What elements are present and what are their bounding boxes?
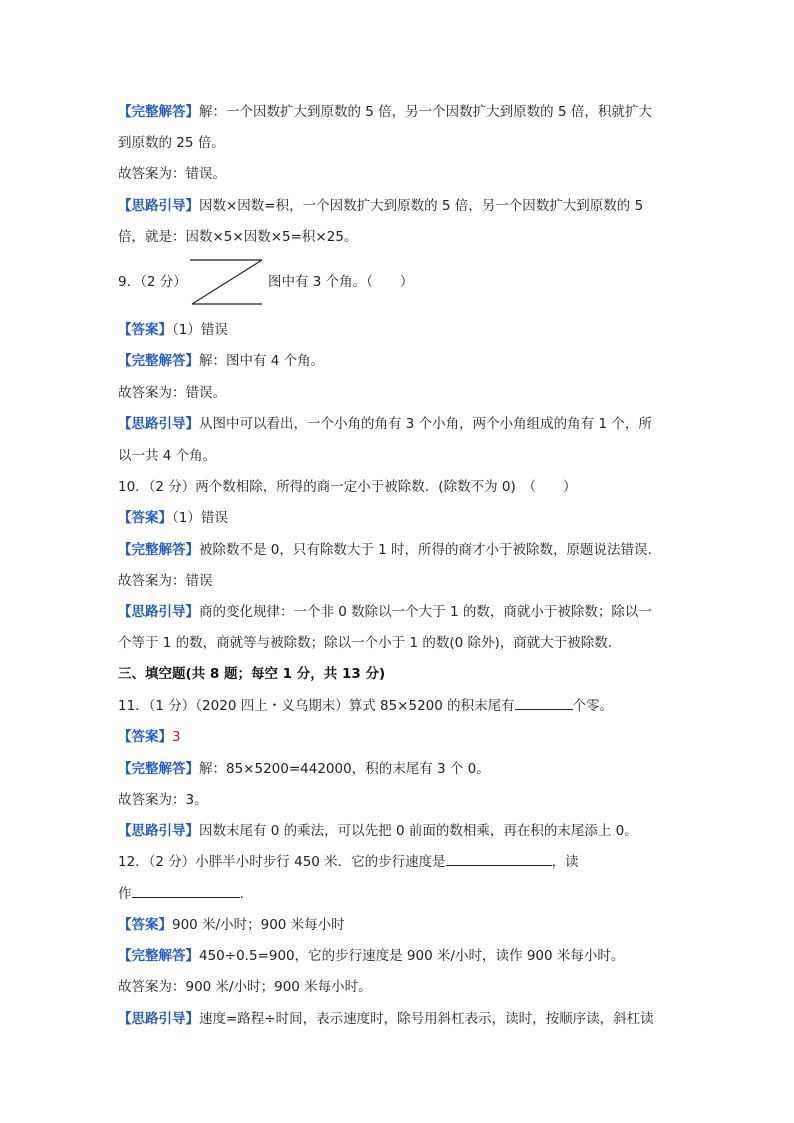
q10-hint-text-1: 商的变化规律：一个非 0 数除以一个大于 1 的数，商就小于被除数；除以一 bbox=[199, 604, 652, 620]
q12-line2-before: 作 bbox=[118, 886, 132, 902]
q9-hint-text-1: 从图中可以看出，一个小角的角有 3 个小角，两个小角组成的角有 1 个，所 bbox=[199, 416, 652, 432]
q9-question: 图中有 3 个角。（ ） bbox=[268, 274, 414, 290]
q10-full-answer-line bbox=[118, 541, 652, 559]
q11-conclusion: 故答案为：3。 bbox=[118, 792, 208, 808]
q9-full-answer-line bbox=[118, 352, 324, 370]
hint-tag: 【思路引导】 bbox=[118, 1011, 199, 1027]
q11-question-before: 11．（1 分）（2020 四上・义乌期末）算式 85×5200 的积末尾有 bbox=[118, 698, 515, 714]
full-answer-tag: 【完整解答】 bbox=[118, 542, 199, 558]
q12-answer: 900 米/小时；900 米每小时 bbox=[172, 917, 345, 933]
q10-full-answer-text: 被除数不是 0，只有除数大于 1 时，所得的商才小于被除数，原题说法错误. bbox=[199, 542, 652, 558]
q12-line2-after: . bbox=[239, 886, 244, 902]
q9-answer-line bbox=[118, 321, 228, 339]
q12-question-before: 12．（2 分）小胖半小时步行 450 米．它的步行速度是 bbox=[118, 854, 446, 870]
q12-question-after: ，读 bbox=[551, 854, 579, 870]
q12-blank-2[interactable] bbox=[132, 885, 240, 898]
q12-question-line-1 bbox=[118, 853, 579, 871]
q8-hint-text-2: 倍，就是：因数×5×因数×5=积×25。 bbox=[118, 229, 358, 245]
q12-blank-1[interactable] bbox=[446, 853, 552, 866]
q11-hint-text: 因数末尾有 0 的乘法，可以先把 0 前面的数相乘，再在积的末尾添上 0。 bbox=[199, 823, 638, 839]
q10-hint-line-1 bbox=[118, 603, 652, 621]
hint-tag: 【思路引导】 bbox=[118, 416, 199, 432]
answer-tag: 【答案】 bbox=[118, 917, 172, 933]
q9-answer: （1）错误 bbox=[172, 322, 228, 338]
q9-hint-text-2: 以一共 4 个角。 bbox=[118, 448, 217, 464]
q8-full-answer-text-1: 解：一个因数扩大到原数的 5 倍，另一个因数扩大到原数的 5 倍，积就扩大 bbox=[199, 104, 652, 120]
q11-answer: 3 bbox=[172, 729, 181, 745]
answer-tag: 【答案】 bbox=[118, 729, 172, 745]
q11-question-after: 个零。 bbox=[572, 698, 614, 714]
q9-hint-line-1 bbox=[118, 415, 652, 433]
q11-full-answer-line bbox=[118, 760, 490, 778]
q8-full-answer-line-1 bbox=[118, 103, 652, 121]
q9-full-answer-text: 解：图中有 4 个角。 bbox=[199, 353, 325, 369]
q12-hint-line bbox=[118, 1010, 654, 1028]
full-answer-tag: 【完整解答】 bbox=[118, 104, 199, 120]
q11-hint-line bbox=[118, 822, 638, 840]
q12-question-line-2 bbox=[118, 885, 244, 903]
full-answer-tag: 【完整解答】 bbox=[118, 353, 199, 369]
answer-tag: 【答案】 bbox=[118, 510, 172, 526]
q12-hint-text: 速度=路程÷时间，表示速度时，除号用斜杠表示，读时，按顺序读，斜杠读 bbox=[199, 1011, 654, 1027]
answer-tag: 【答案】 bbox=[118, 322, 172, 338]
q11-answer-line bbox=[118, 728, 181, 746]
full-answer-tag: 【完整解答】 bbox=[118, 761, 199, 777]
q11-full-answer-text: 解：85×5200=442000，积的末尾有 3 个 0。 bbox=[199, 761, 490, 777]
q10-question: 10．（2 分）两个数相除，所得的商一定小于被除数．(除数不为 0) （ ） bbox=[118, 479, 577, 495]
q8-full-answer-text-2: 到原数的 25 倍。 bbox=[118, 135, 225, 151]
q12-conclusion: 故答案为：900 米/小时；900 米每小时。 bbox=[118, 979, 372, 995]
full-answer-tag: 【完整解答】 bbox=[118, 948, 199, 964]
q10-answer: （1）错误 bbox=[172, 510, 228, 526]
q11-question bbox=[118, 697, 613, 715]
q12-full-answer-line bbox=[118, 947, 624, 965]
hint-tag: 【思路引导】 bbox=[118, 198, 199, 214]
q9-conclusion: 故答案为：错误。 bbox=[118, 385, 226, 401]
q10-answer-line bbox=[118, 509, 228, 527]
q12-full-answer-text: 450÷0.5=900，它的步行速度是 900 米/小时，读作 900 米每小时。 bbox=[199, 948, 625, 964]
q10-hint-text-2: 个等于 1 的数，商就等与被除数；除以一个小于 1 的数(0 除外)，商就大于被除数. bbox=[118, 635, 613, 651]
hint-tag: 【思路引导】 bbox=[118, 604, 199, 620]
q12-answer-line bbox=[118, 916, 345, 934]
section-heading: 三、填空题(共 8 题；每空 1 分，共 13 分) bbox=[118, 666, 386, 682]
q11-blank[interactable] bbox=[515, 697, 573, 710]
q10-conclusion: 故答案为：错误 bbox=[118, 573, 213, 589]
q8-hint-text-1: 因数×因数=积，一个因数扩大到原数的 5 倍，另一个因数扩大到原数的 5 bbox=[199, 198, 644, 214]
hint-tag: 【思路引导】 bbox=[118, 823, 199, 839]
angle-figure bbox=[188, 258, 264, 306]
q8-conclusion: 故答案为：错误。 bbox=[118, 166, 226, 182]
q9-prefix: 9．（2 分） bbox=[118, 274, 187, 290]
q8-hint-line-1 bbox=[118, 197, 643, 215]
